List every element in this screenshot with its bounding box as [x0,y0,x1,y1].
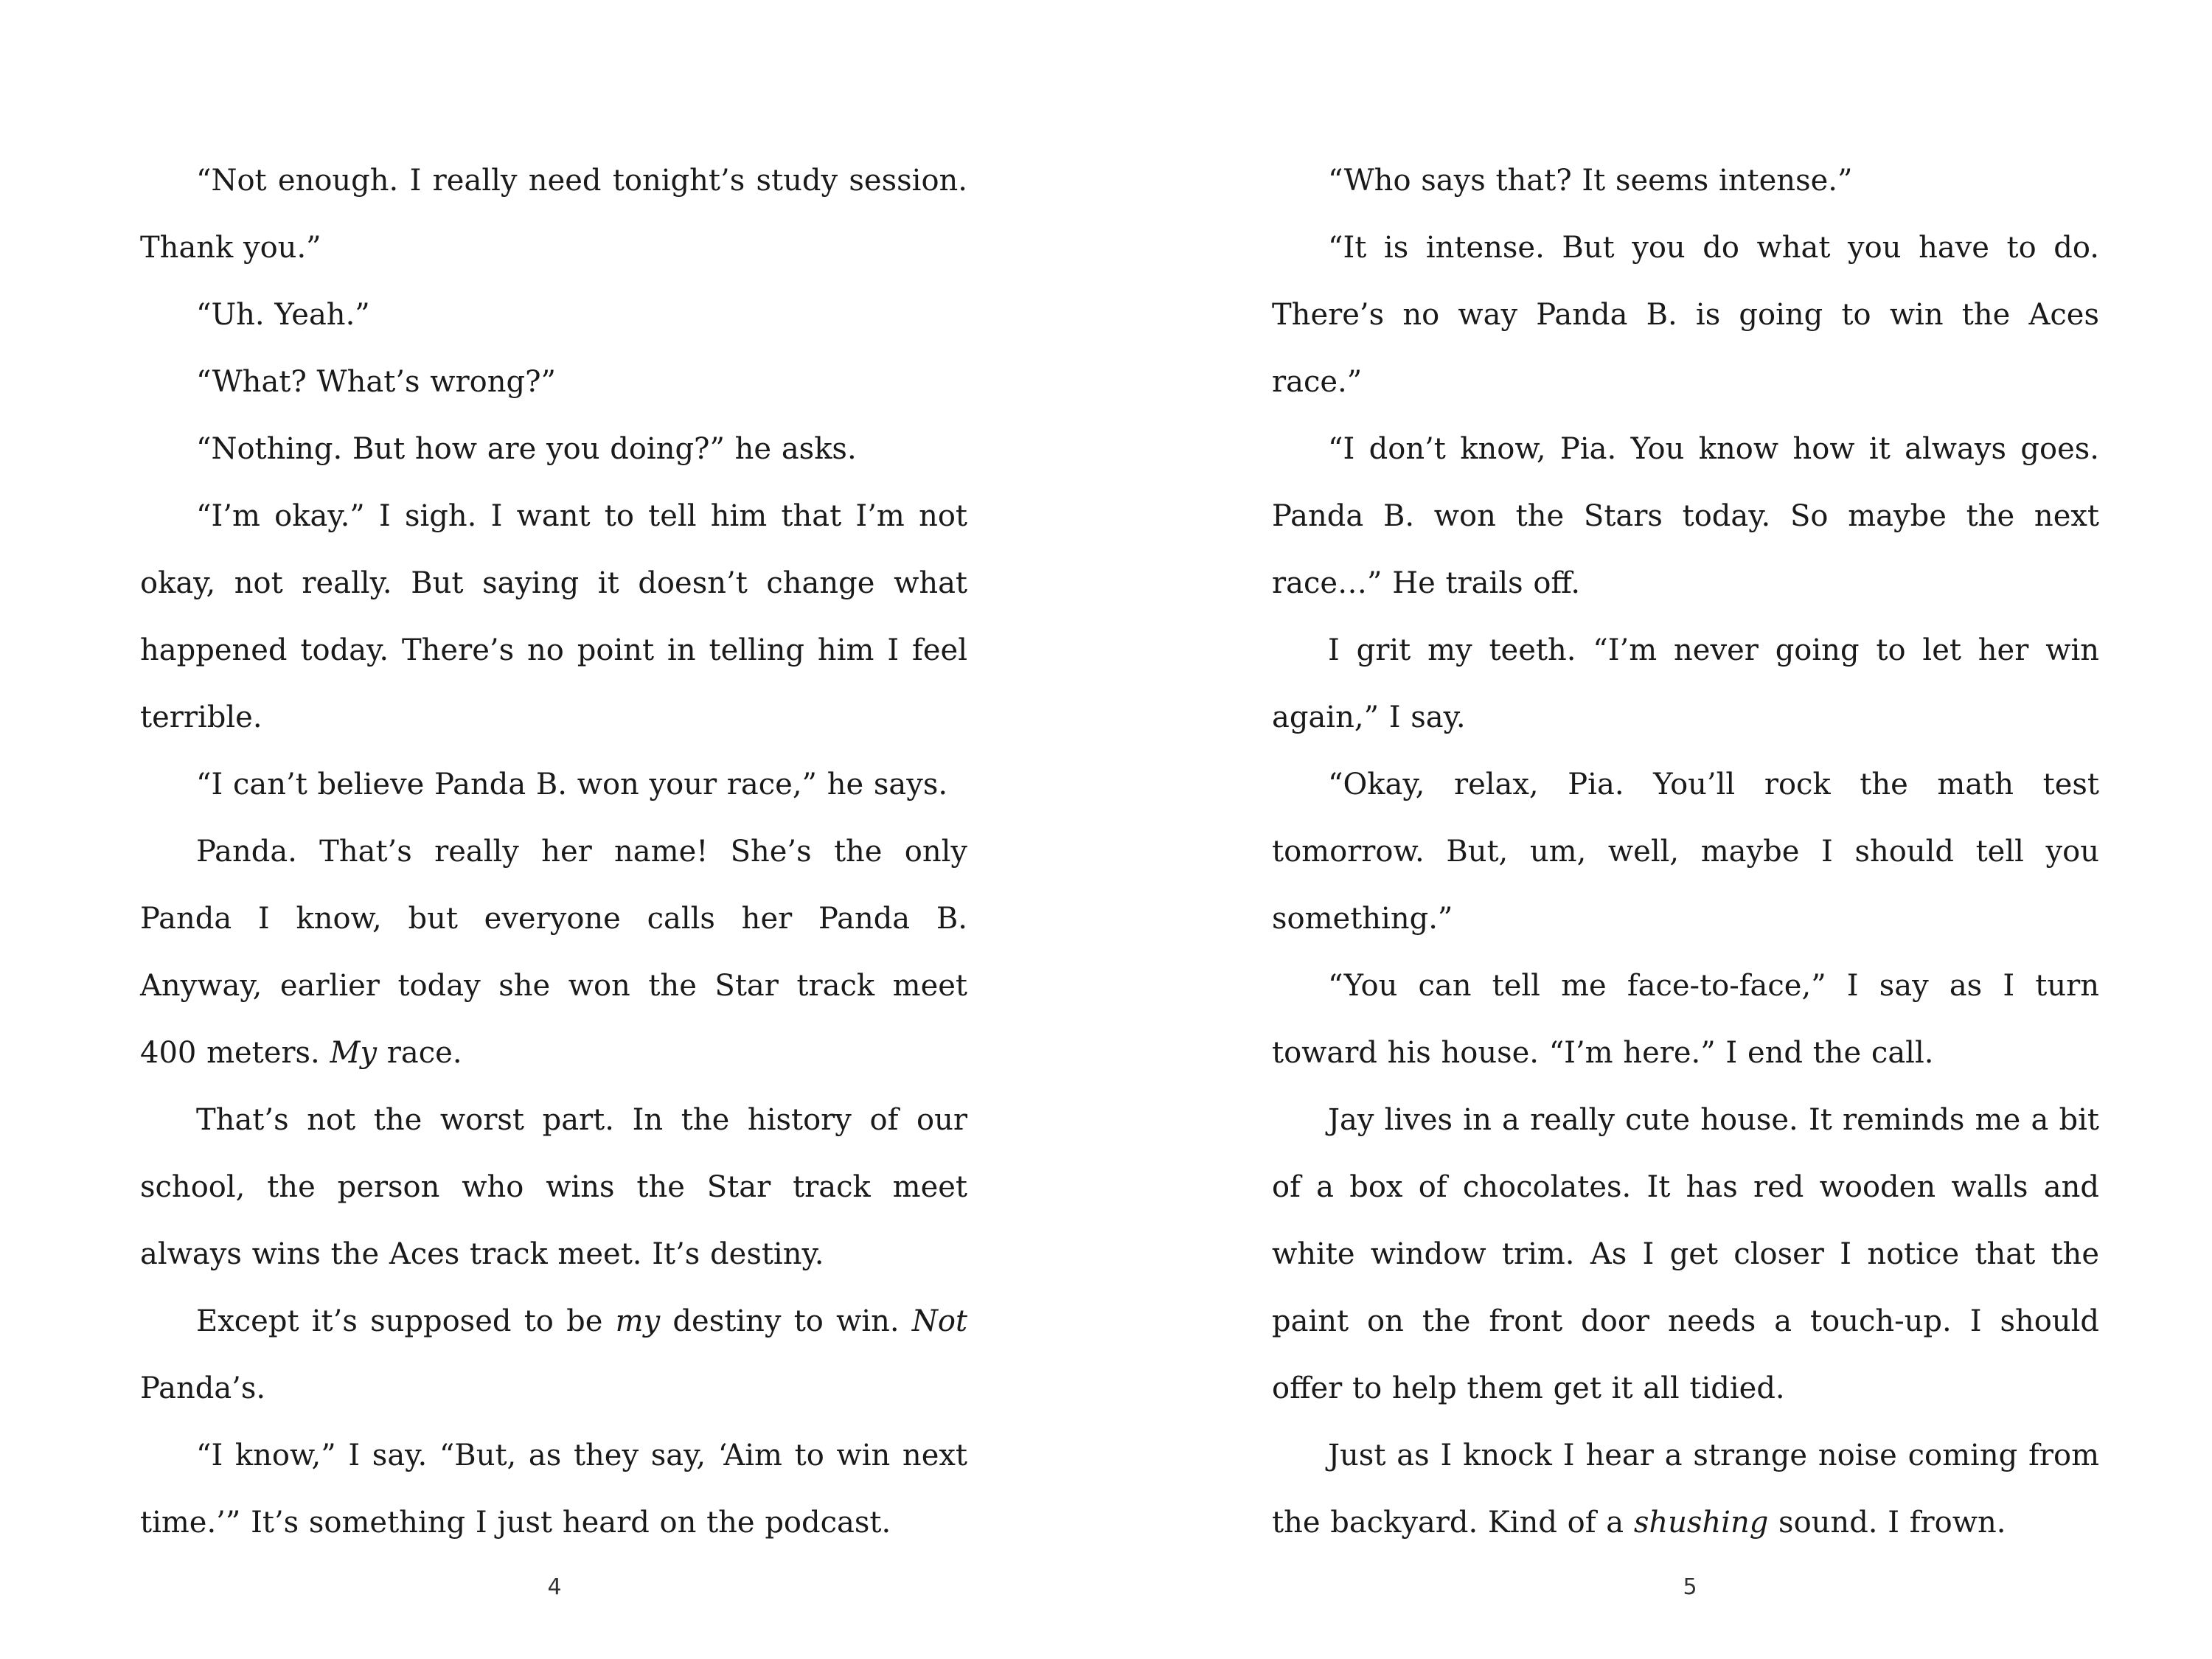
paragraph [140,818,967,1087]
paragraph: “Nothing. But how are you doing?” he asks. [196,432,857,466]
right-page-text [1272,147,2099,1557]
paragraph: “Okay, relax, Pia. You’ll rock the math test tomorrow. But, um, well, maybe I should tell you something.” [1272,768,2099,936]
left-page-text [140,147,967,1557]
paragraph: “Uh. Yeah.” [196,298,370,332]
paragraph-text: Just as I knock I hear a strange noise coming from the backyard. Kind of a [1272,1439,2099,1540]
emphasis-text: My [330,1036,378,1070]
paragraph: “You can tell me face-to-face,” I say as I turn toward his house. “I’m here.” I end the call. [1272,969,2099,1070]
paragraph: “I know,” I say. “But, as they say, ‘Aim to win next time.’” It’s something I just heard on the podcast. [140,1439,967,1540]
paragraph: “I can’t believe Panda B. won your race,” he says. [196,768,948,801]
paragraph-text: destiny to win. [660,1304,912,1338]
emphasis-text: Not [911,1304,968,1338]
paragraph-text: Except it’s supposed to be [196,1304,616,1338]
paragraph: “I’m okay.” I sigh. I want to tell him that I’m not okay, not really. But saying it doesn’t change what happened today. There’s no point in telling him I feel terrible. [140,499,967,734]
paragraph: “I don’t know, Pia. You know how it always goes. Panda B. won the Stars today. So maybe the next race…” He trails off. [1272,432,2099,600]
emphasis-text: shushing [1633,1506,1769,1540]
paragraph: Jay lives in a really cute house. It reminds me a bit of a box of chocolates. It has red wooden walls and white window trim. As I get closer I notice that the paint on the front door needs a touch-up. I should offer to help them get it all tidied. [1272,1103,2099,1405]
page-number: 4 [547,1574,562,1600]
paragraph: “What? What’s wrong?” [196,365,556,399]
paragraph: “Not enough. I really need tonight’s study session. Thank you.” [140,164,967,265]
paragraph: “Who says that? It seems intense.” [1328,164,1853,198]
paragraph [140,1288,967,1422]
right-page [1106,0,2212,1659]
paragraph-text: Panda’s. [140,1371,266,1405]
emphasis-text: my [615,1304,661,1338]
paragraph [1272,1422,2099,1557]
paragraph-text: Panda. That’s really her name! She’s the only Panda I know, but everyone calls her Panda B. Anyway, earlier today she won the Star track meet 400 meters. [140,835,967,1070]
paragraph-text: sound. I frown. [1768,1506,2006,1540]
paragraph: That’s not the worst part. In the history of our school, the person who wins the Star track meet always wins the Aces track meet. It’s destiny. [140,1103,967,1271]
paragraph-text: race. [377,1036,462,1070]
page-number: 5 [1683,1574,1697,1600]
paragraph: “It is intense. But you do what you have to do. There’s no way Panda B. is going to win the Aces race.” [1272,231,2099,399]
paragraph: I grit my teeth. “I’m never going to let her win again,” I say. [1272,633,2099,734]
